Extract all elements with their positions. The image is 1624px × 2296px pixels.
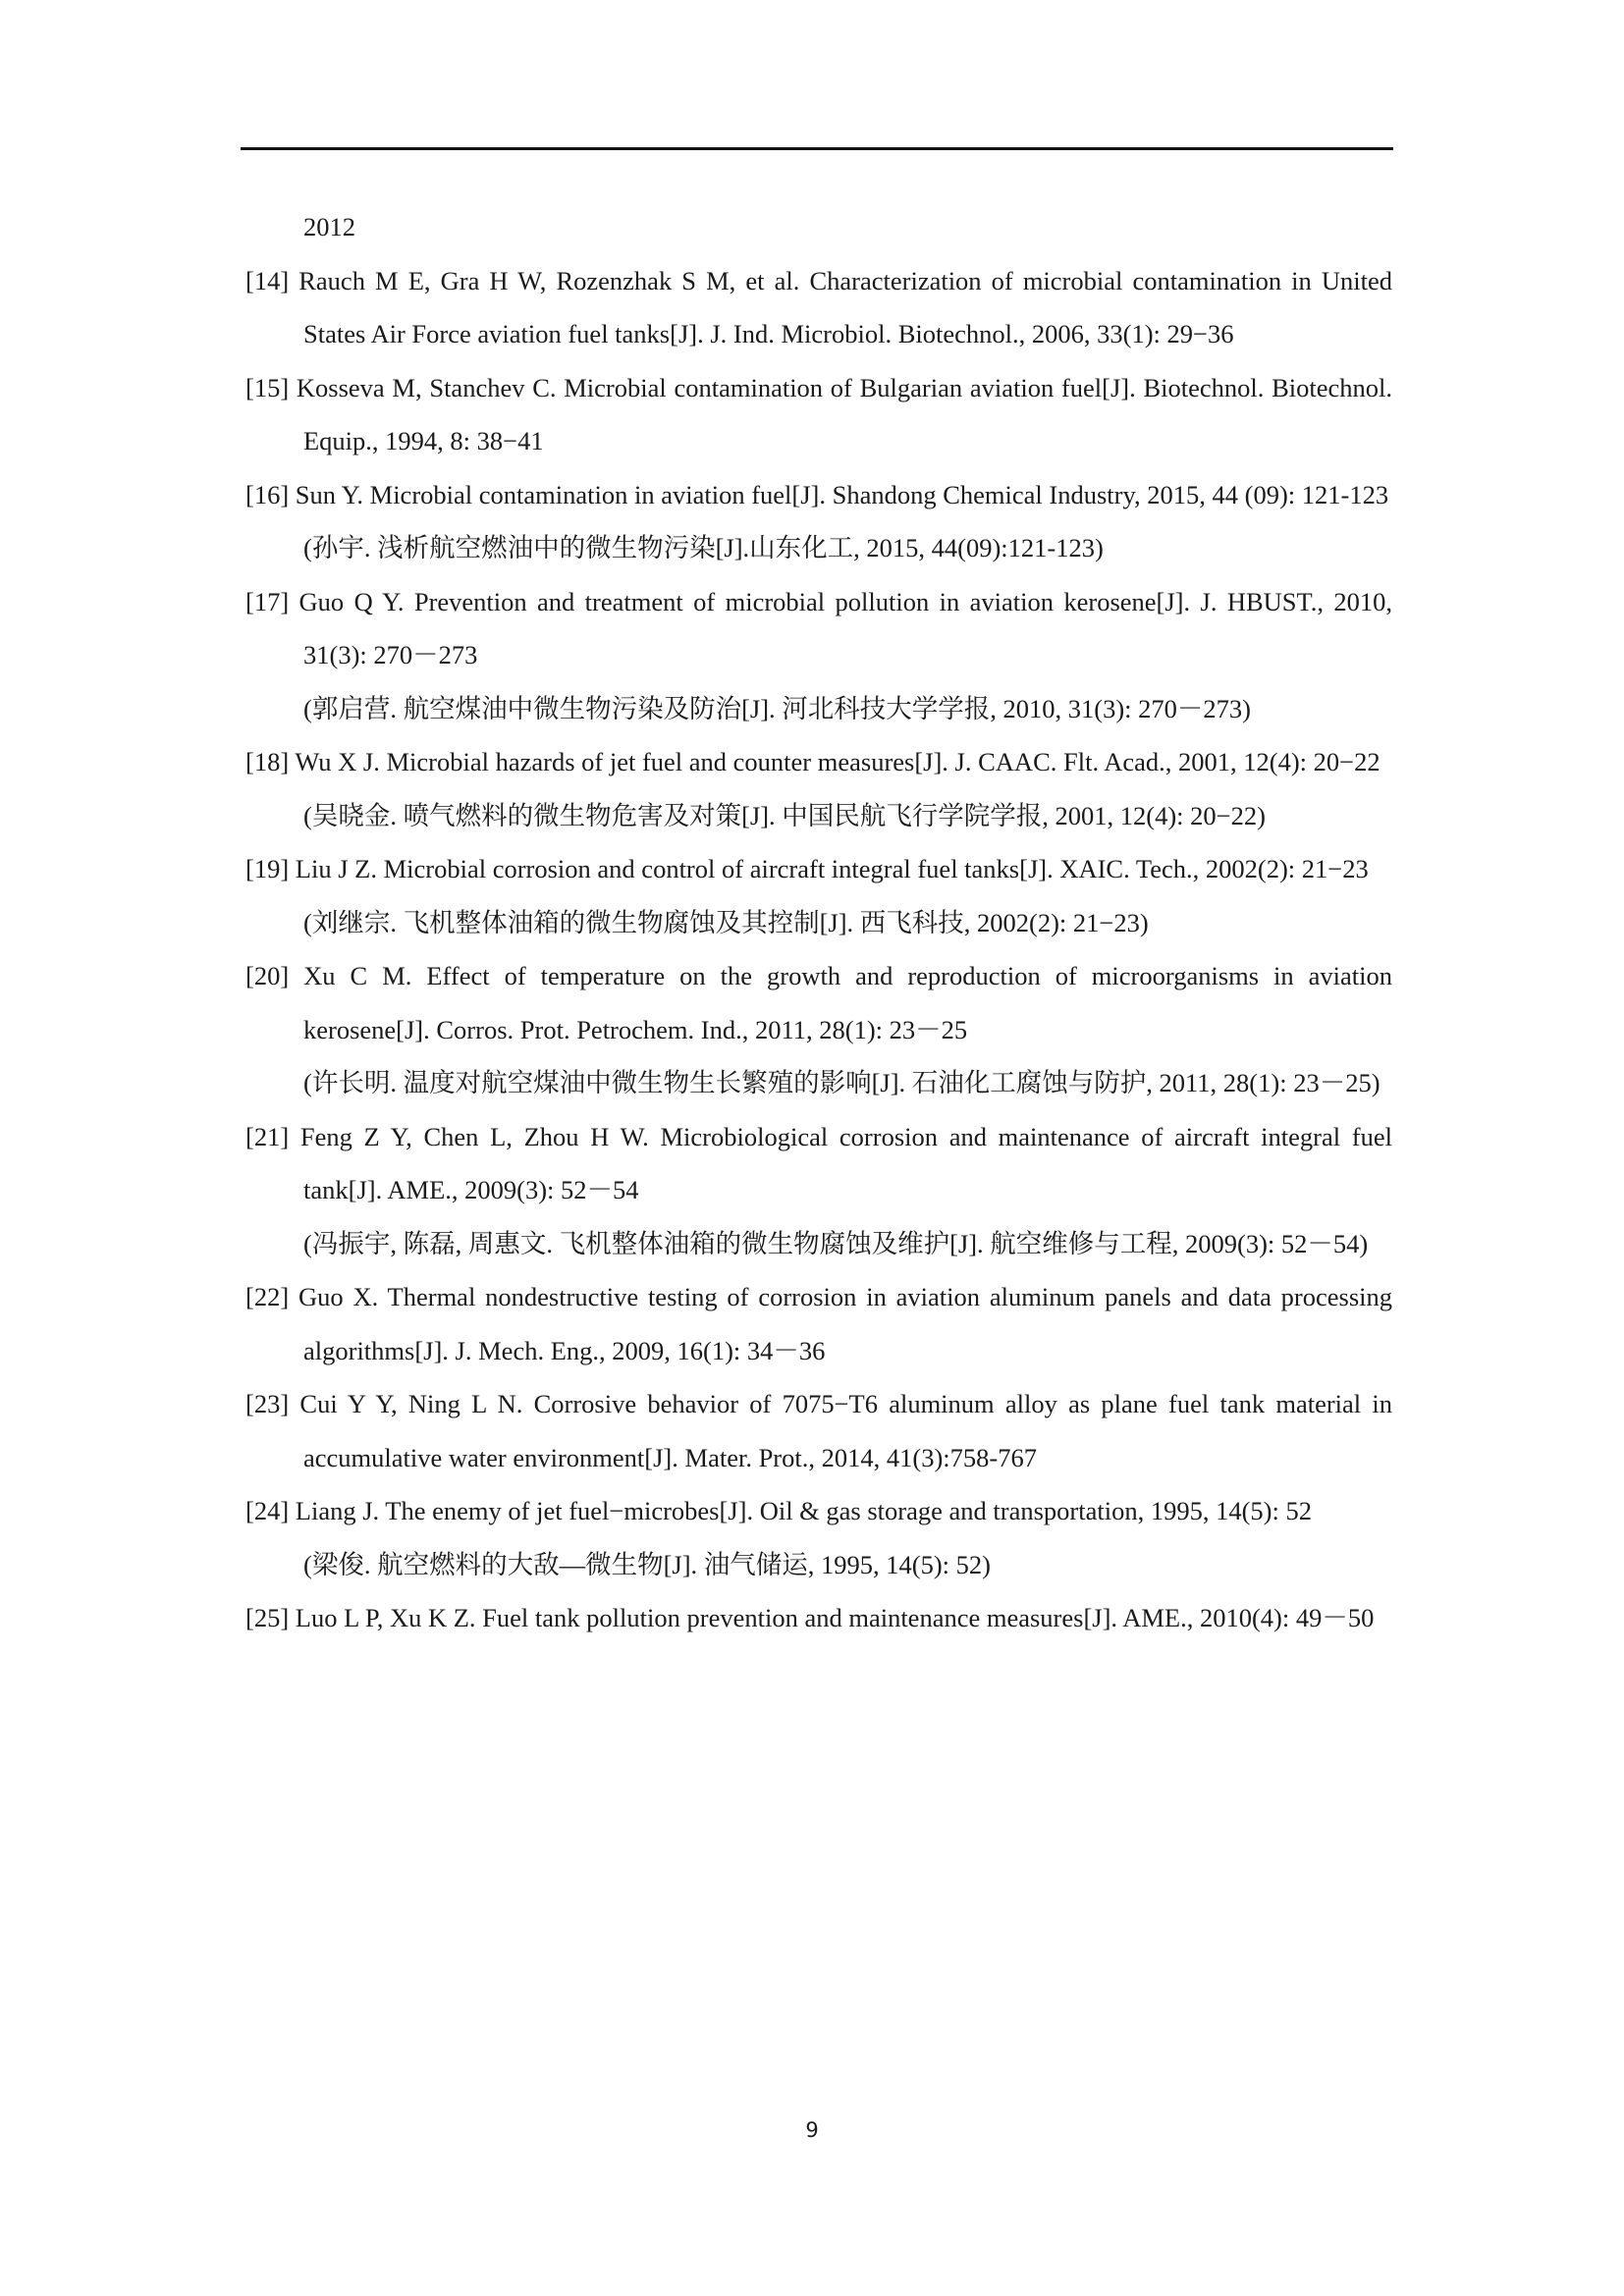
reference-body: Wu X J. Microbial hazards of jet fuel and counter measures[J]. J. CAAC. Flt. Acad., 2001, 12(4): 20−22 (295, 747, 1380, 776)
reference-entry (245, 1484, 1392, 1591)
reference-text (245, 949, 1392, 1056)
reference-number: [19] (245, 854, 290, 883)
reference-body: Sun Y. Microbial contamination in aviation fuel[J]. Shandong Chemical Industry, 2015, 44 (09): 121-123 (295, 479, 1389, 509)
reference-chinese-text: (刘继宗. 飞机整体油箱的微生物腐蚀及其控制[J]. 西飞科技, 2002(2): 21−23) (303, 907, 1149, 937)
reference-number: [25] (245, 1603, 290, 1632)
reference-body: Kosseva M, Stanchev C. Microbial contamination of Bulgarian aviation fuel[J]. Biotechnol. Biotechnol. Equip., 1994, 8: 38−41 (296, 372, 1392, 455)
reference-number: [14] (245, 265, 290, 295)
reference-text (245, 1484, 1392, 1538)
reference-entry (245, 735, 1392, 842)
reference-body: Feng Z Y, Chen L, Zhou H W. Microbiological corrosion and maintenance of aircraft integral fuel tank[J]. AME., 2009(3): 52－54 (299, 1121, 1393, 1204)
reference-body: Liang J. The enemy of jet fuel−microbes[J]. Oil & gas storage and transportation, 1995, 14(5): 52 (295, 1496, 1312, 1525)
header-rule (241, 147, 1393, 150)
reference-text (245, 842, 1392, 896)
reference-chinese-text: (冯振宇, 陈磊, 周惠文. 飞机整体油箱的微生物腐蚀及维护[J]. 航空维修与工程, 2009(3): 52－54) (303, 1228, 1369, 1258)
reference-number: [20] (245, 961, 290, 990)
reference-entries (245, 254, 1392, 1645)
reference-body: Rauch M E, Gra H W, Rozenzhak S M, et al. Characterization of microbial contamination in United States Air Force aviation fuel tanks[J]. J. Ind. Microbiol. Biotechnol., 2006, 33(1): 29−36 (298, 265, 1392, 348)
reference-entry (245, 575, 1392, 736)
reference-number: [15] (245, 372, 290, 402)
reference-entry (245, 254, 1392, 361)
page-number: 9 (805, 2118, 819, 2142)
reference-entry (245, 842, 1392, 949)
reference-number: [21] (245, 1121, 290, 1151)
reference-text (245, 735, 1392, 789)
reference-chinese-text: (郭启营. 航空煤油中微生物污染及防治[J]. 河北科技大学学报, 2010, 31(3): 270－273) (303, 693, 1251, 723)
reference-number: [22] (245, 1282, 290, 1311)
reference-entry (245, 361, 1392, 468)
reference-number: [17] (245, 586, 290, 616)
reference-continuation: 2012 (303, 212, 355, 241)
reference-text (245, 1270, 1392, 1377)
reference-entry (245, 468, 1392, 575)
reference-number: [24] (245, 1496, 290, 1525)
reference-entry (245, 1270, 1392, 1377)
reference-body: Guo X. Thermal nondestructive testing of corrosion in aviation aluminum panels and data processing algorithms[J]. J. Mech. Eng., 2009, 16(1): 34－36 (298, 1282, 1393, 1365)
reference-number: [23] (245, 1389, 290, 1418)
reference-body: Xu C M. Effect of temperature on the growth and reproduction of microorganisms in aviation kerosene[J]. Corros. Prot. Petrochem. Ind., 2011, 28(1): 23－25 (303, 961, 1392, 1044)
reference-list (245, 200, 1392, 1645)
reference-text (245, 1377, 1392, 1484)
reference-number: [16] (245, 479, 290, 509)
reference-entry (245, 1377, 1392, 1484)
reference-text (245, 254, 1392, 361)
reference-entry (245, 1591, 1392, 1645)
reference-text (245, 468, 1392, 522)
reference-body: Liu J Z. Microbial corrosion and control of aircraft integral fuel tanks[J]. XAIC. Tech., 2002(2): 21−23 (295, 854, 1369, 883)
reference-chinese-text: (许长明. 温度对航空煤油中微生物生长繁殖的影响[J]. 石油化工腐蚀与防护, 2011, 28(1): 23－25) (303, 1068, 1380, 1097)
reference-text (245, 1110, 1392, 1217)
reference-chinese-text: (孙宇. 浅析航空燃油中的微生物污染[J].山东化工, 2015, 44(09):121-123) (303, 533, 1104, 562)
reference-text (245, 575, 1392, 682)
reference-number: [18] (245, 747, 290, 776)
reference-body: Luo L P, Xu K Z. Fuel tank pollution prevention and maintenance measures[J]. AME., 2010(4): 49－50 (295, 1603, 1375, 1632)
reference-chinese-text: (吴晓金. 喷气燃料的微生物危害及对策[J]. 中国民航飞行学院学报, 2001, 12(4): 20−22) (303, 800, 1266, 830)
reference-entry (245, 1110, 1392, 1271)
reference-body: Guo Q Y. Prevention and treatment of microbial pollution in aviation kerosene[J]. J. HBUST., 2010, 31(3): 270－273 (298, 586, 1392, 669)
reference-chinese-text: (梁俊. 航空燃料的大敌—微生物[J]. 油气储运, 1995, 14(5): 52) (303, 1549, 991, 1579)
reference-text (245, 1591, 1392, 1645)
reference-entry (245, 949, 1392, 1110)
reference-body: Cui Y Y, Ning L N. Corrosive behavior of 7075−T6 aluminum alloy as plane fuel tank material in accumulative water environment[J]. Mater. Prot., 2014, 41(3):758-767 (299, 1389, 1392, 1472)
reference-text (245, 361, 1392, 468)
